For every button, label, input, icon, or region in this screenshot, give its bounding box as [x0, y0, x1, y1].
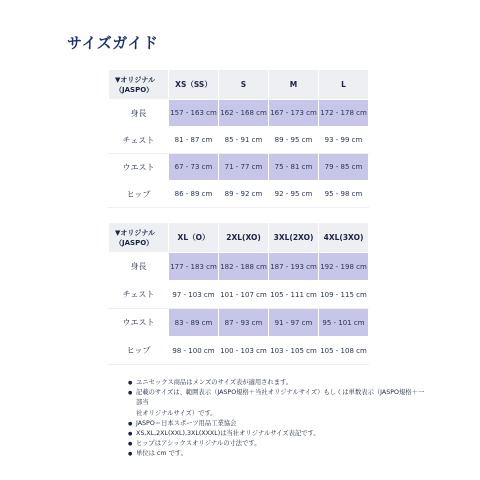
table-row: [109, 253, 369, 281]
row-label: チェスト: [109, 281, 169, 309]
row-label: 身長: [109, 253, 169, 281]
table-row: [109, 127, 369, 154]
table-cell: 97 - 103 cm: [169, 281, 219, 309]
table-cell: 71 - 77 cm: [219, 154, 269, 181]
corner-line-2: （JASPO）: [115, 238, 154, 247]
table-cell: 182 - 188 cm: [219, 253, 269, 281]
size-col-header: L: [319, 70, 369, 100]
table-cell: 92 - 95 cm: [269, 181, 319, 208]
table-cell: 83 - 89 cm: [169, 309, 219, 337]
note-item: ● ユニセックス商品はメンズのサイズ表が適用されます。: [128, 378, 428, 388]
table-cell: 162 - 168 cm: [219, 100, 269, 127]
row-label: チェスト: [109, 127, 169, 154]
note-item: ● XS,XL,2XL(XXL),3XL(XXXL)は当社オリジナルサイズ表記です。: [128, 429, 428, 439]
note-item: ● 単位は cm です。: [128, 449, 428, 459]
row-label: ヒップ: [109, 181, 169, 208]
table-cell: 85 - 91 cm: [219, 127, 269, 154]
corner-line-1: ▼オリジナル: [115, 75, 156, 84]
row-label: ウエスト: [109, 154, 169, 181]
note-item: ● ヒップはアシックスオリジナルの寸法です。: [128, 439, 428, 449]
table-cell: 89 - 92 cm: [219, 181, 269, 208]
table-cell: 89 - 95 cm: [269, 127, 319, 154]
table-cell: 100 - 103 cm: [219, 337, 269, 365]
note-item: ● 記載のサイズは、範囲表示（JASPO規格＋当社オリジナルサイズ）もしくは単数表示（JASPO規格＋一部当: [128, 388, 428, 408]
row-label: ヒップ: [109, 337, 169, 365]
table-row: [109, 100, 369, 127]
size-col-header: M: [269, 70, 319, 100]
table-cell: 105 - 108 cm: [319, 337, 369, 365]
corner-label: [109, 70, 169, 100]
table-cell: 172 - 178 cm: [319, 100, 369, 127]
table-cell: 177 - 183 cm: [169, 253, 219, 281]
table-cell: 109 - 115 cm: [319, 281, 369, 309]
table-cell: 95 - 101 cm: [319, 309, 369, 337]
page-title: サイズガイド: [67, 34, 159, 52]
row-label: ウエスト: [109, 309, 169, 337]
size-col-header: XL（O）: [169, 223, 219, 253]
table-cell: 81 - 87 cm: [169, 127, 219, 154]
size-header-row: [109, 223, 369, 253]
table-row: [109, 181, 369, 208]
table-row: [109, 337, 369, 365]
table-cell: 95 - 98 cm: [319, 181, 369, 208]
note-item-continued: 社オリジナルサイズ）です。: [136, 409, 217, 417]
corner-line-2: （JASPO）: [115, 85, 154, 94]
table-cell: 91 - 97 cm: [269, 309, 319, 337]
size-table-1: [108, 69, 369, 208]
size-col-header: 2XL(XO): [219, 223, 269, 253]
table-cell: 105 - 111 cm: [269, 281, 319, 309]
size-header-row: [109, 70, 369, 100]
table-cell: 67 - 73 cm: [169, 154, 219, 181]
table-row: [109, 281, 369, 309]
table-cell: 187 - 193 cm: [269, 253, 319, 281]
size-col-header: 4XL(3XO): [319, 223, 369, 253]
row-label: 身長: [109, 100, 169, 127]
table-cell: 192 - 198 cm: [319, 253, 369, 281]
size-table-2: [108, 222, 369, 365]
table-cell: 157 - 163 cm: [169, 100, 219, 127]
note-item: ● JASPO＝日本スポーツ用品工業協会: [128, 419, 428, 429]
table-cell: 98 - 100 cm: [169, 337, 219, 365]
table-cell: 86 - 89 cm: [169, 181, 219, 208]
corner-line-1: ▼オリジナル: [115, 228, 156, 237]
table-row: [109, 309, 369, 337]
table-cell: 79 - 85 cm: [319, 154, 369, 181]
corner-label: [109, 223, 169, 253]
size-col-header: XS（SS）: [169, 70, 219, 100]
table-cell: 101 - 107 cm: [219, 281, 269, 309]
table-cell: 93 - 99 cm: [319, 127, 369, 154]
size-col-header: S: [219, 70, 269, 100]
table-cell: 167 - 173 cm: [269, 100, 319, 127]
table-cell: 87 - 93 cm: [219, 309, 269, 337]
table-cell: 103 - 105 cm: [269, 337, 319, 365]
size-col-header: 3XL(2XO): [269, 223, 319, 253]
table-cell: 75 - 81 cm: [269, 154, 319, 181]
table-row: [109, 154, 369, 181]
size-notes-list: [128, 378, 428, 460]
